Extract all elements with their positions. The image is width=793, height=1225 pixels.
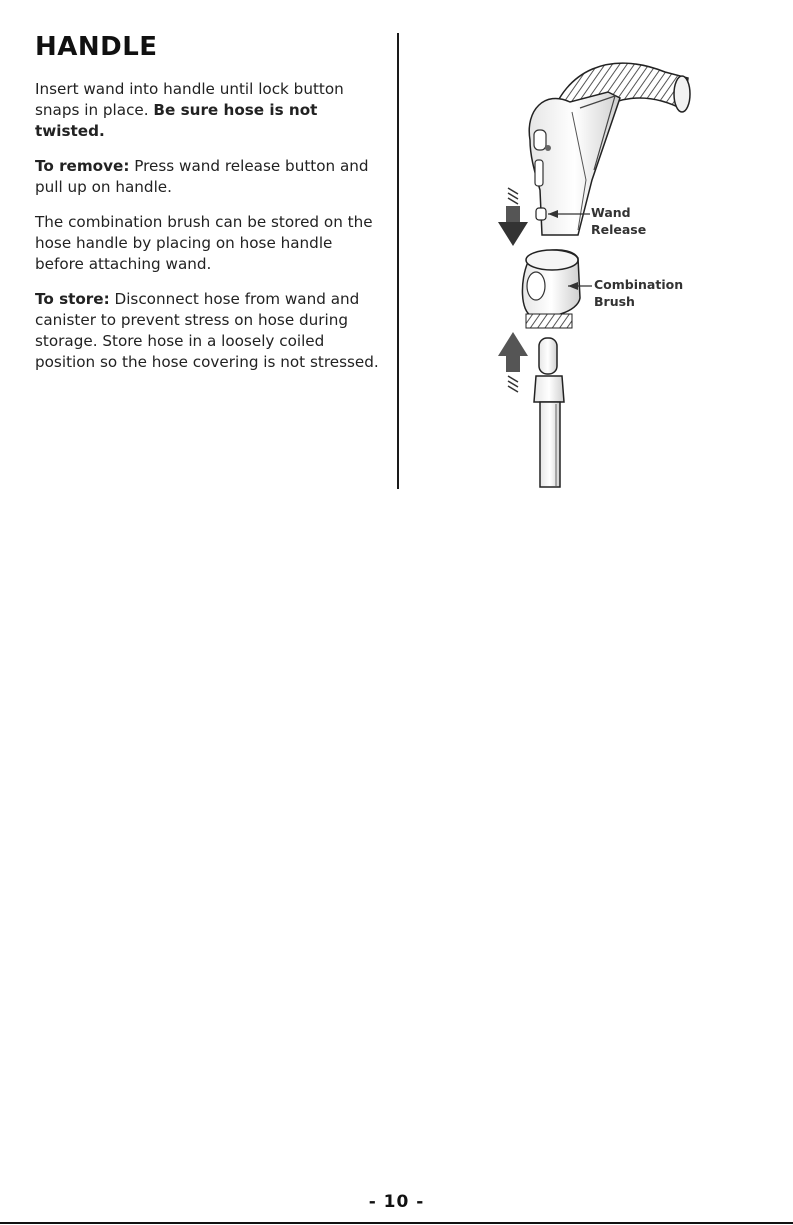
- combination-brush-label: [594, 276, 683, 310]
- instruction-insert-wand: [35, 79, 380, 142]
- wand-release-label: [591, 204, 646, 238]
- wand-release-label-line1: Wand: [591, 205, 631, 220]
- handle-wand-illustration: [460, 30, 760, 490]
- insert-wand-text: Insert wand into handle until lock button snaps in place.: [35, 80, 344, 119]
- up-arrow-icon: [498, 332, 528, 392]
- wand-release-button: [536, 208, 546, 220]
- combination-brush-label-line2: Brush: [594, 294, 635, 309]
- instruction-remove: [35, 156, 380, 198]
- instructions: [35, 79, 380, 387]
- store-label: To store:: [35, 290, 110, 308]
- combination-brush: [522, 250, 580, 328]
- store-text: Disconnect hose from wand and canister to prevent stress on hose during storage. Store hose in a loosely coiled position so the hose covering is not stressed.: [35, 290, 379, 371]
- remove-text: Press wand release button and pull up on handle.: [35, 157, 369, 196]
- remove-label: To remove:: [35, 157, 130, 175]
- wand: [534, 338, 564, 487]
- combination-brush-label-line1: Combination: [594, 277, 684, 292]
- down-arrow-icon: [498, 188, 528, 246]
- instruction-brush-storage: [35, 212, 380, 275]
- instruction-store: [35, 289, 380, 373]
- hose-warning: Be sure hose is not twisted.: [35, 101, 318, 140]
- brush-storage-text: The combination brush can be stored on the hose handle by placing on hose handle before attaching wand.: [35, 213, 373, 273]
- column-divider: [397, 33, 399, 489]
- wand-release-label-line2: Release: [591, 222, 647, 237]
- bottom-rule: [0, 1222, 793, 1224]
- page-number: - 10 -: [368, 1192, 425, 1212]
- section-title: HANDLE: [35, 32, 158, 62]
